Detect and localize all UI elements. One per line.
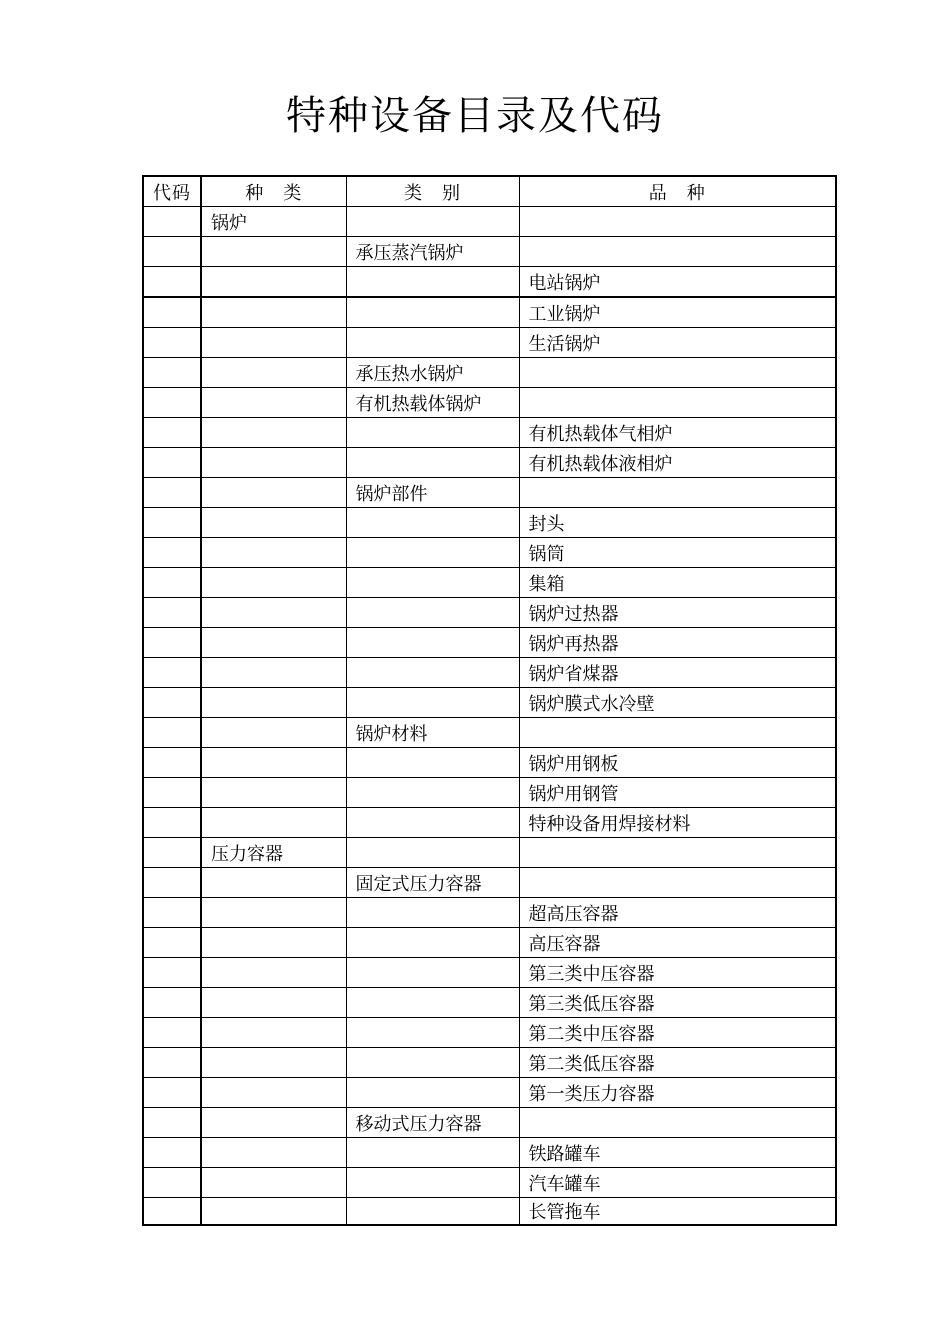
cell-code bbox=[143, 718, 201, 748]
cell-kind bbox=[201, 598, 346, 628]
cell-variety: 第二类低压容器 bbox=[519, 1048, 836, 1078]
table-row bbox=[143, 358, 836, 388]
table-row bbox=[143, 808, 836, 838]
cell-code bbox=[143, 237, 201, 267]
cell-code bbox=[143, 538, 201, 568]
cell-variety: 特种设备用焊接材料 bbox=[519, 808, 836, 838]
cell-code bbox=[143, 598, 201, 628]
cell-kind bbox=[201, 628, 346, 658]
cell-category bbox=[346, 1138, 519, 1168]
cell-kind bbox=[201, 418, 346, 448]
cell-code bbox=[143, 658, 201, 688]
cell-code bbox=[143, 207, 201, 237]
cell-kind bbox=[201, 928, 346, 958]
cell-variety: 锅炉用钢管 bbox=[519, 778, 836, 808]
cell-kind bbox=[201, 808, 346, 838]
cell-category bbox=[346, 898, 519, 928]
header-kind: 种 类 bbox=[201, 176, 346, 207]
cell-category bbox=[346, 297, 519, 328]
cell-code bbox=[143, 328, 201, 358]
header-row bbox=[143, 176, 836, 207]
cell-variety: 第二类中压容器 bbox=[519, 1018, 836, 1048]
cell-code bbox=[143, 868, 201, 898]
cell-kind bbox=[201, 388, 346, 418]
cell-category bbox=[346, 808, 519, 838]
cell-category bbox=[346, 508, 519, 538]
cell-variety: 汽车罐车 bbox=[519, 1168, 836, 1198]
header-variety: 品 种 bbox=[519, 176, 836, 207]
table-row bbox=[143, 1138, 836, 1168]
cell-kind bbox=[201, 267, 346, 298]
cell-category bbox=[346, 838, 519, 868]
cell-kind bbox=[201, 478, 346, 508]
table-header bbox=[143, 176, 836, 207]
table-row bbox=[143, 568, 836, 598]
table-row bbox=[143, 478, 836, 508]
cell-variety: 工业锅炉 bbox=[519, 297, 836, 328]
table-row bbox=[143, 448, 836, 478]
cell-category bbox=[346, 748, 519, 778]
cell-category bbox=[346, 1078, 519, 1108]
cell-kind bbox=[201, 688, 346, 718]
cell-variety: 锅炉省煤器 bbox=[519, 658, 836, 688]
cell-kind bbox=[201, 868, 346, 898]
cell-kind bbox=[201, 748, 346, 778]
header-code: 代码 bbox=[143, 176, 201, 207]
cell-code bbox=[143, 838, 201, 868]
cell-variety: 生活锅炉 bbox=[519, 328, 836, 358]
cell-code bbox=[143, 748, 201, 778]
cell-variety: 锅炉再热器 bbox=[519, 628, 836, 658]
table-row bbox=[143, 598, 836, 628]
cell-category bbox=[346, 267, 519, 298]
cell-code bbox=[143, 1108, 201, 1138]
cell-code bbox=[143, 1018, 201, 1048]
cell-category bbox=[346, 988, 519, 1018]
cell-code bbox=[143, 808, 201, 838]
table-row bbox=[143, 748, 836, 778]
table-row bbox=[143, 1198, 836, 1226]
cell-variety bbox=[519, 838, 836, 868]
cell-code bbox=[143, 568, 201, 598]
cell-code bbox=[143, 1168, 201, 1198]
cell-category bbox=[346, 448, 519, 478]
table-row bbox=[143, 297, 836, 328]
cell-code bbox=[143, 508, 201, 538]
cell-category bbox=[346, 598, 519, 628]
cell-category bbox=[346, 628, 519, 658]
cell-category bbox=[346, 688, 519, 718]
cell-kind bbox=[201, 568, 346, 598]
table-row bbox=[143, 1168, 836, 1198]
cell-variety: 锅筒 bbox=[519, 538, 836, 568]
cell-variety bbox=[519, 388, 836, 418]
cell-category bbox=[346, 418, 519, 448]
cell-kind bbox=[201, 658, 346, 688]
cell-code bbox=[143, 1138, 201, 1168]
table-row bbox=[143, 1018, 836, 1048]
cell-code bbox=[143, 898, 201, 928]
cell-category bbox=[346, 778, 519, 808]
cell-variety: 锅炉用钢板 bbox=[519, 748, 836, 778]
cell-code bbox=[143, 478, 201, 508]
cell-variety bbox=[519, 868, 836, 898]
cell-variety bbox=[519, 207, 836, 237]
cell-code bbox=[143, 688, 201, 718]
cell-variety: 第一类压力容器 bbox=[519, 1078, 836, 1108]
cell-code bbox=[143, 1078, 201, 1108]
cell-variety bbox=[519, 1108, 836, 1138]
cell-code bbox=[143, 1048, 201, 1078]
cell-variety: 第三类低压容器 bbox=[519, 988, 836, 1018]
cell-kind bbox=[201, 1138, 346, 1168]
table-row bbox=[143, 388, 836, 418]
header-category: 类 别 bbox=[346, 176, 519, 207]
cell-kind bbox=[201, 1048, 346, 1078]
table-row bbox=[143, 988, 836, 1018]
table-row bbox=[143, 538, 836, 568]
table-row bbox=[143, 658, 836, 688]
cell-category: 锅炉部件 bbox=[346, 478, 519, 508]
cell-kind bbox=[201, 988, 346, 1018]
table-row bbox=[143, 267, 836, 298]
cell-category bbox=[346, 538, 519, 568]
cell-code bbox=[143, 988, 201, 1018]
cell-kind bbox=[201, 1108, 346, 1138]
table-row bbox=[143, 718, 836, 748]
cell-kind bbox=[201, 1078, 346, 1108]
table-row bbox=[143, 928, 836, 958]
cell-category bbox=[346, 1018, 519, 1048]
cell-code bbox=[143, 958, 201, 988]
cell-kind: 压力容器 bbox=[201, 838, 346, 868]
table-row bbox=[143, 778, 836, 808]
cell-category: 移动式压力容器 bbox=[346, 1108, 519, 1138]
cell-variety bbox=[519, 358, 836, 388]
table-row bbox=[143, 898, 836, 928]
cell-code bbox=[143, 778, 201, 808]
cell-variety: 长管拖车 bbox=[519, 1198, 836, 1226]
cell-category bbox=[346, 658, 519, 688]
cell-kind bbox=[201, 958, 346, 988]
cell-variety: 封头 bbox=[519, 508, 836, 538]
cell-code bbox=[143, 358, 201, 388]
table-row bbox=[143, 958, 836, 988]
table-row bbox=[143, 418, 836, 448]
cell-category bbox=[346, 928, 519, 958]
table-row bbox=[143, 328, 836, 358]
cell-category bbox=[346, 958, 519, 988]
cell-variety: 有机热载体气相炉 bbox=[519, 418, 836, 448]
cell-kind bbox=[201, 1198, 346, 1226]
cell-category: 承压蒸汽锅炉 bbox=[346, 237, 519, 267]
cell-kind bbox=[201, 297, 346, 328]
table-row bbox=[143, 237, 836, 267]
table-row bbox=[143, 838, 836, 868]
cell-variety: 超高压容器 bbox=[519, 898, 836, 928]
table-row bbox=[143, 628, 836, 658]
cell-variety bbox=[519, 718, 836, 748]
equipment-catalog-table bbox=[142, 175, 837, 1226]
table-body bbox=[143, 207, 836, 1226]
cell-kind bbox=[201, 1018, 346, 1048]
cell-variety: 锅炉膜式水冷壁 bbox=[519, 688, 836, 718]
cell-variety: 第三类中压容器 bbox=[519, 958, 836, 988]
cell-code bbox=[143, 628, 201, 658]
cell-category: 锅炉材料 bbox=[346, 718, 519, 748]
table-row bbox=[143, 1108, 836, 1138]
cell-variety: 有机热载体液相炉 bbox=[519, 448, 836, 478]
cell-code bbox=[143, 448, 201, 478]
cell-code bbox=[143, 297, 201, 328]
table-row bbox=[143, 1078, 836, 1108]
cell-code bbox=[143, 1198, 201, 1226]
cell-code bbox=[143, 267, 201, 298]
cell-variety: 集箱 bbox=[519, 568, 836, 598]
cell-kind bbox=[201, 1168, 346, 1198]
cell-variety: 高压容器 bbox=[519, 928, 836, 958]
cell-category: 承压热水锅炉 bbox=[346, 358, 519, 388]
cell-category bbox=[346, 1168, 519, 1198]
table-row bbox=[143, 508, 836, 538]
cell-category bbox=[346, 328, 519, 358]
cell-variety bbox=[519, 237, 836, 267]
cell-category bbox=[346, 1048, 519, 1078]
cell-code bbox=[143, 388, 201, 418]
cell-category: 固定式压力容器 bbox=[346, 868, 519, 898]
cell-variety: 锅炉过热器 bbox=[519, 598, 836, 628]
cell-kind bbox=[201, 898, 346, 928]
cell-kind: 锅炉 bbox=[201, 207, 346, 237]
cell-kind bbox=[201, 718, 346, 748]
cell-kind bbox=[201, 538, 346, 568]
cell-kind bbox=[201, 358, 346, 388]
cell-variety: 电站锅炉 bbox=[519, 267, 836, 298]
table-row bbox=[143, 207, 836, 237]
cell-category bbox=[346, 207, 519, 237]
cell-category: 有机热载体锅炉 bbox=[346, 388, 519, 418]
cell-variety bbox=[519, 478, 836, 508]
cell-code bbox=[143, 418, 201, 448]
table-row bbox=[143, 1048, 836, 1078]
table-row bbox=[143, 868, 836, 898]
cell-variety: 铁路罐车 bbox=[519, 1138, 836, 1168]
cell-kind bbox=[201, 237, 346, 267]
table-row bbox=[143, 688, 836, 718]
cell-kind bbox=[201, 778, 346, 808]
cell-category bbox=[346, 1198, 519, 1226]
cell-kind bbox=[201, 508, 346, 538]
cell-kind bbox=[201, 328, 346, 358]
cell-category bbox=[346, 568, 519, 598]
cell-kind bbox=[201, 448, 346, 478]
cell-code bbox=[143, 928, 201, 958]
document-title: 特种设备目录及代码 bbox=[286, 93, 664, 139]
